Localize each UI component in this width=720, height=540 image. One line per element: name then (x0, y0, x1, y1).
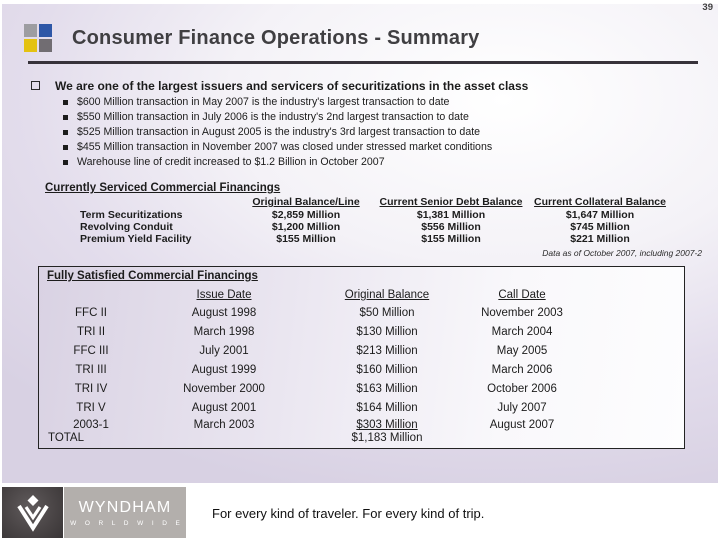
sub-bullet-text: $550 Million transaction in July 2006 is the industry's 2nd largest transaction to date (77, 111, 469, 123)
cell-value: $1,381 Million (416, 209, 486, 221)
row-label: Revolving Conduit (80, 221, 173, 233)
sub-bullet-text: $525 Million transaction in August 2005 is the industry's 3rd largest transaction to date (77, 126, 481, 138)
cell-value: $1,647 Million (565, 209, 635, 221)
sub-bullet-text: Warehouse line of credit increased to $1.2 Billion in October 2007 (77, 156, 385, 168)
orig-balance: $163 Million (356, 383, 418, 395)
serviced-header-row (0, 196, 720, 209)
column-header: Current Senior Debt Balance (379, 196, 523, 208)
title-underline-rule (28, 61, 698, 64)
cell-value: $221 Million (570, 233, 630, 245)
orig-balance: $160 Million (356, 364, 418, 376)
page-number: 39 (702, 2, 713, 13)
wyndham-logo-box (2, 487, 63, 538)
wyndham-w-icon (13, 493, 53, 533)
satisfied-header-row (39, 289, 686, 303)
cell-value: $2,859 Million (271, 209, 341, 221)
deal-name: 2003-1 (73, 419, 109, 431)
cell-value: $155 Million (421, 233, 481, 245)
table-row (39, 364, 686, 378)
table-row (39, 307, 686, 321)
call-date: October 2006 (487, 383, 557, 395)
list-item (63, 126, 492, 141)
logo-square-blue (39, 24, 52, 37)
sub-bullet-text: $455 Million transaction in November 2007 was closed under stressed market conditions (77, 141, 493, 153)
total-label: TOTAL (48, 432, 84, 444)
list-item (63, 156, 492, 171)
column-header: Original Balance/Line (252, 196, 360, 208)
deal-name: FFC II (75, 307, 107, 319)
footer-tagline: For every kind of traveler. For every kind of trip. (212, 506, 485, 521)
cell-value: $155 Million (276, 233, 336, 245)
brand-subtitle: W O R L D W I D E (70, 519, 184, 527)
square-bullet-icon (63, 145, 68, 150)
four-squares-icon (24, 24, 53, 53)
orig-balance: $213 Million (356, 345, 418, 357)
sub-bullet-list (63, 96, 492, 171)
logo-square-gray (24, 24, 37, 37)
satisfied-section-heading: Fully Satisfied Commercial Financings (47, 270, 258, 282)
cell-value: $745 Million (570, 221, 630, 233)
column-header: Current Collateral Balance (534, 196, 666, 208)
call-date: March 2004 (491, 326, 553, 338)
cell-value: $1,200 Million (271, 221, 341, 233)
wyndham-wordmark-box (64, 487, 186, 538)
deal-name: TRI III (75, 364, 107, 376)
call-date: August 2007 (489, 419, 555, 431)
orig-balance-underlined: $303 Million (356, 419, 418, 431)
row-label: Term Securitizations (80, 209, 183, 221)
main-bullet-text: We are one of the largest issuers and servicers of securitizations in the asset class (55, 79, 529, 93)
table-row (39, 419, 686, 433)
table-row (39, 345, 686, 359)
serviced-section-heading: Currently Serviced Commercial Financings (45, 182, 281, 194)
call-date: May 2005 (496, 345, 548, 357)
call-date: March 2006 (491, 364, 553, 376)
deal-name: FFC III (73, 345, 109, 357)
slide-title: Consumer Finance Operations - Summary (72, 27, 480, 49)
logo-square-darkgray (39, 39, 52, 52)
orig-balance: $130 Million (356, 326, 418, 338)
list-item (63, 96, 492, 111)
issue-date: August 1999 (191, 364, 257, 376)
hollow-square-bullet-icon (31, 81, 40, 90)
call-date: July 2007 (497, 402, 547, 414)
fully-satisfied-box (38, 266, 685, 449)
brand-name: WYNDHAM (78, 498, 172, 516)
issue-date: July 2001 (199, 345, 249, 357)
deal-name: TRI V (76, 402, 106, 414)
row-label: Premium Yield Facility (80, 233, 192, 245)
column-header: Issue Date (196, 289, 252, 301)
table-row (39, 383, 686, 397)
deal-name: TRI II (76, 326, 106, 338)
column-header: Original Balance (344, 289, 430, 301)
call-date: November 2003 (481, 307, 563, 319)
cell-value: $556 Million (421, 221, 481, 233)
main-bullet (31, 79, 528, 93)
list-item (63, 141, 492, 156)
issue-date: August 1998 (191, 307, 257, 319)
table-row (39, 326, 686, 340)
data-asof-footnote: Data as of October 2007, including 2007-2 (542, 248, 702, 258)
total-row (39, 432, 686, 446)
logo-square-yellow (24, 39, 37, 52)
deal-name: TRI IV (74, 383, 108, 395)
issue-date: March 1998 (193, 326, 255, 338)
issue-date: November 2000 (183, 383, 265, 395)
issue-date: August 2001 (191, 402, 257, 414)
orig-balance: $164 Million (356, 402, 418, 414)
square-bullet-icon (63, 130, 68, 135)
square-bullet-icon (63, 115, 68, 120)
table-row (39, 402, 686, 416)
issue-date: March 2003 (193, 419, 255, 431)
list-item (63, 111, 492, 126)
table-row (0, 233, 720, 246)
column-header: Call Date (498, 289, 546, 301)
total-value: $1,183 Million (351, 432, 423, 444)
square-bullet-icon (63, 160, 68, 165)
square-bullet-icon (63, 100, 68, 105)
orig-balance: $50 Million (359, 307, 415, 319)
sub-bullet-text: $600 Million transaction in May 2007 is the industry's largest transaction to date (77, 96, 450, 108)
